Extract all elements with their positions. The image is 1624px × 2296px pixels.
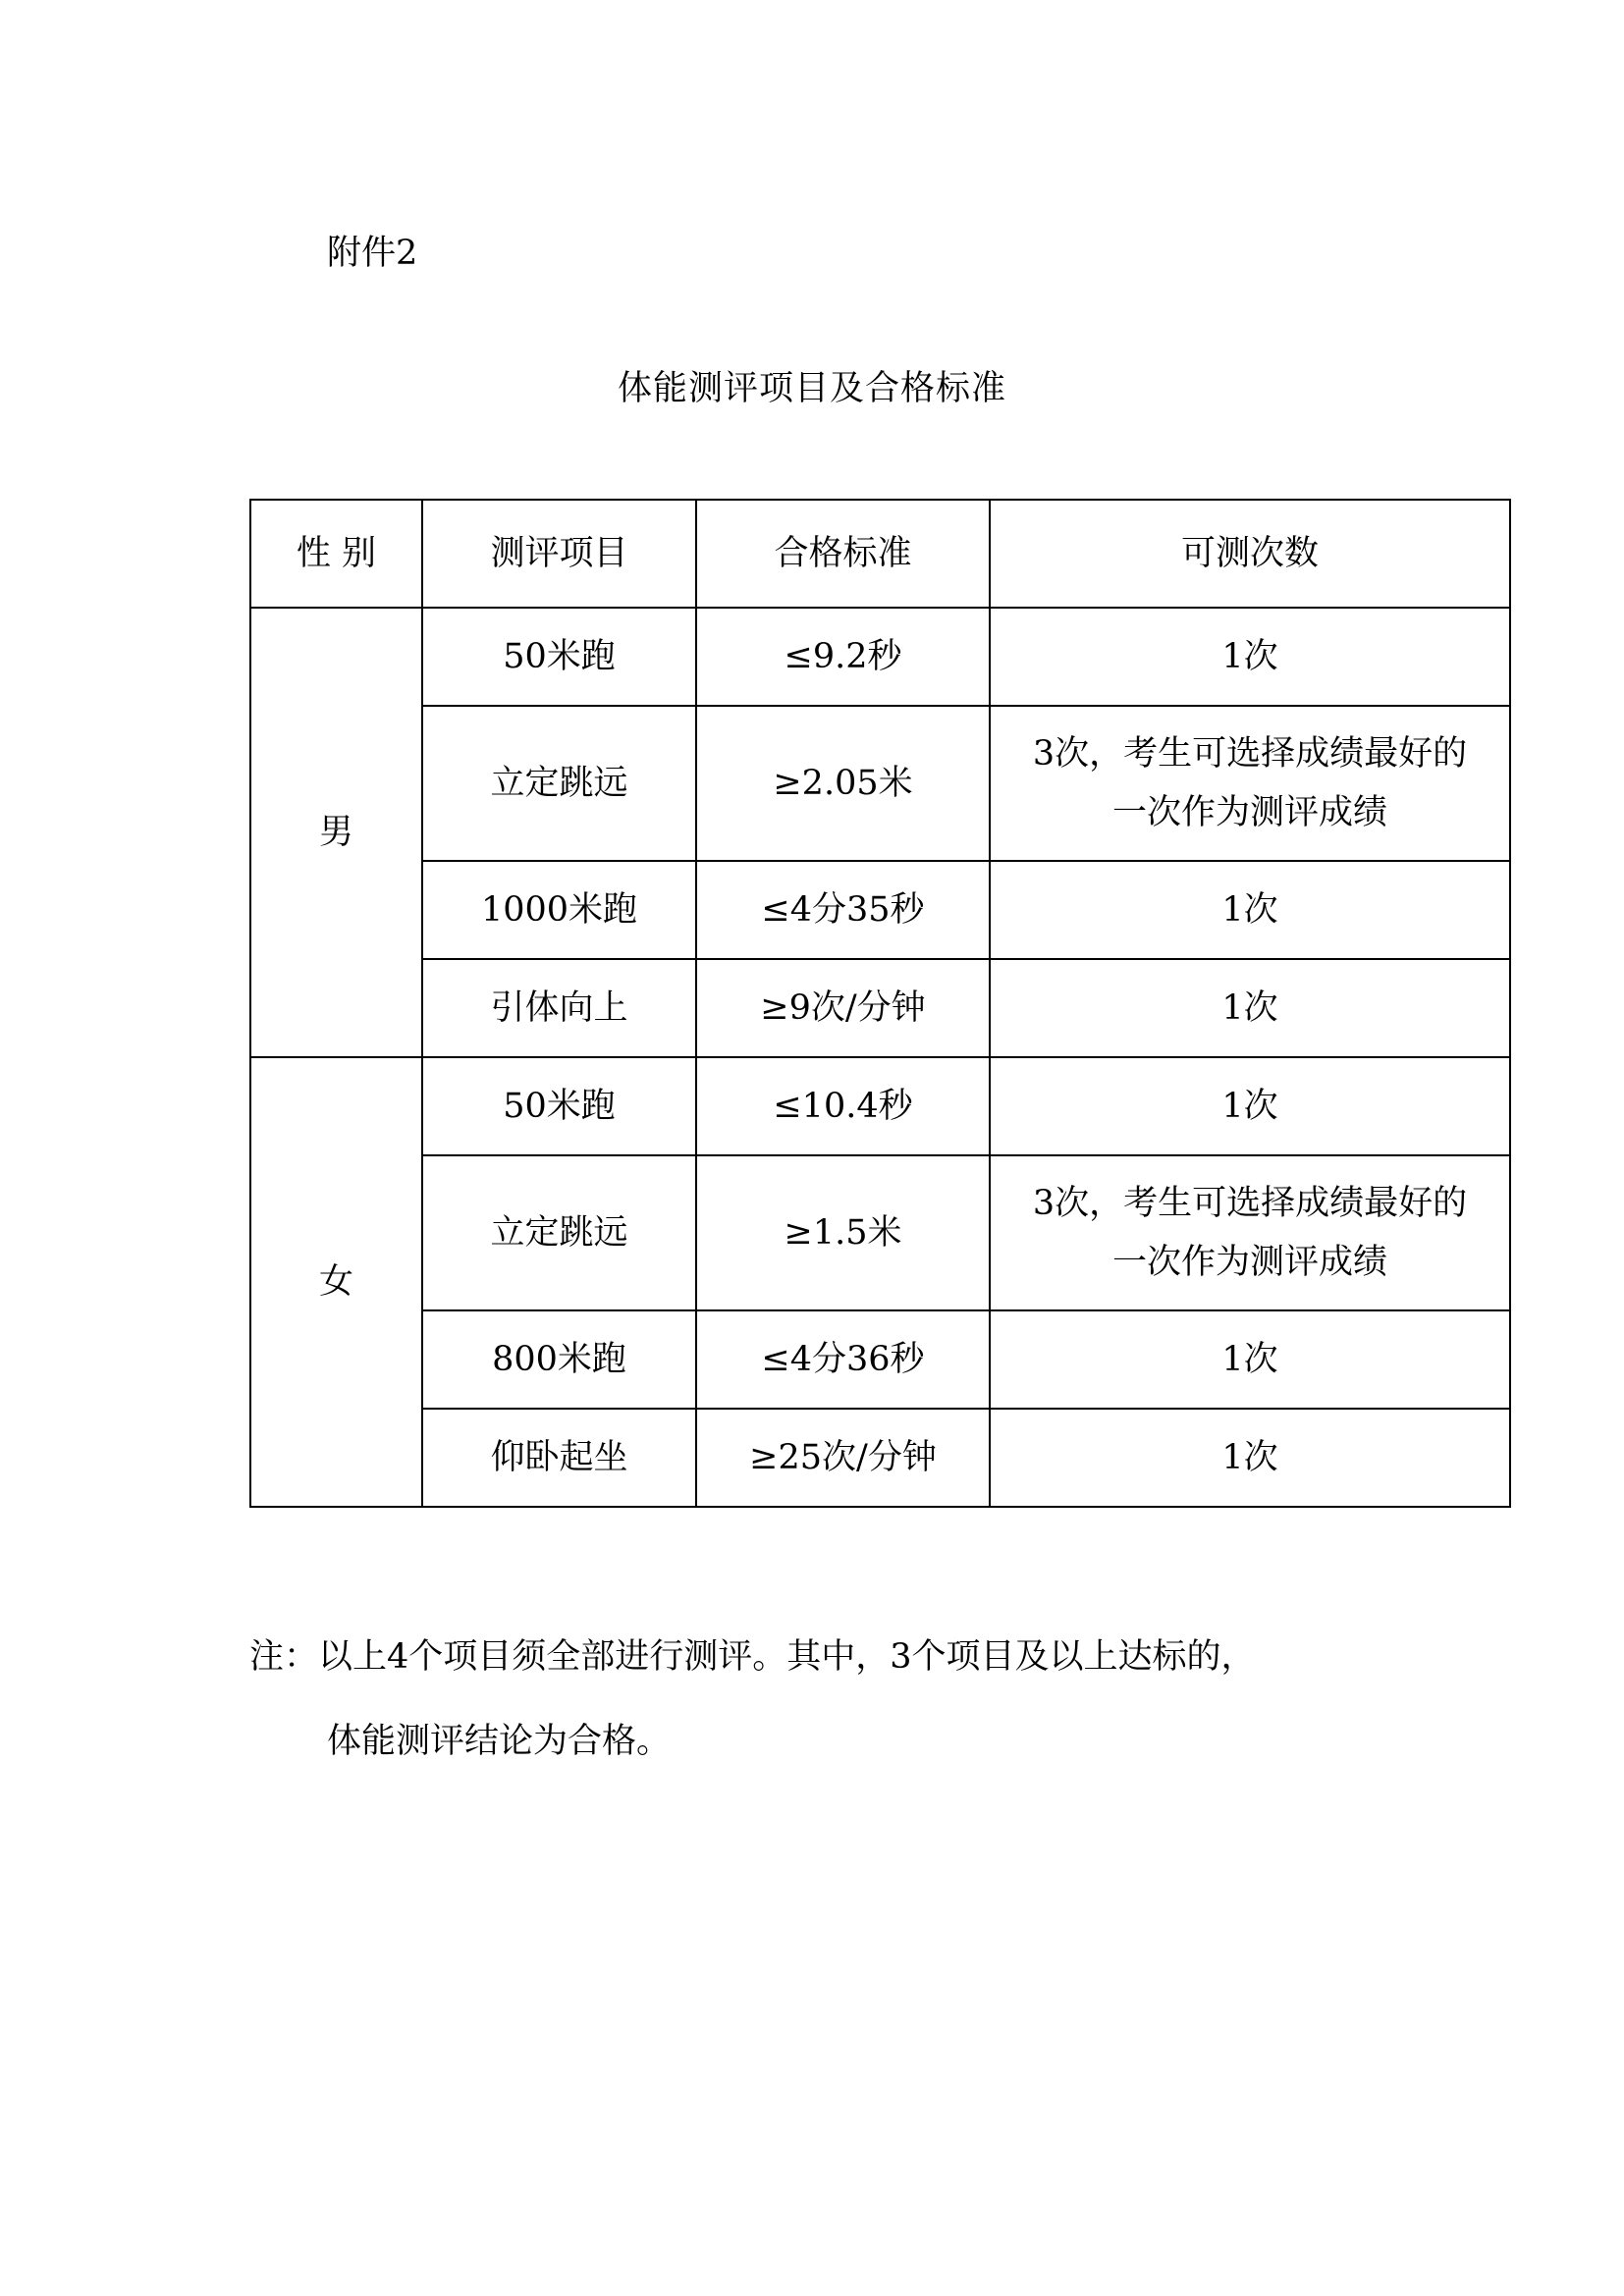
standard-cell: ≥9次/分钟 [696,959,990,1057]
table-row [250,959,1510,1057]
item-cell: 1000米跑 [422,861,696,959]
item-cell: 立定跳远 [422,706,696,861]
header-standard: 合格标准 [696,500,990,608]
table-row [250,1310,1510,1409]
standard-cell: ≥25次/分钟 [696,1409,990,1507]
item-cell: 800米跑 [422,1310,696,1409]
header-item: 测评项目 [422,500,696,608]
document-title: 体能测评项目及合格标准 [617,369,1006,408]
attempts-cell: 1次 [990,1057,1510,1155]
item-cell: 50米跑 [422,608,696,706]
table-row [250,1409,1510,1507]
note-line-2: 体能测评结论为合格。 [327,1722,672,1761]
attempts-cell: 1次 [990,1409,1510,1507]
item-cell: 50米跑 [422,1057,696,1155]
fitness-standards-table [249,499,1511,1508]
header-attempts: 可测次数 [990,500,1510,608]
table-row [250,861,1510,959]
attempts-cell: 1次 [990,608,1510,706]
attempts-cell: 1次 [990,1310,1510,1409]
item-cell: 仰卧起坐 [422,1409,696,1507]
item-cell: 立定跳远 [422,1155,696,1310]
gender-cell-male: 男 [250,608,422,1057]
note-line-1: 注：以上4个项目须全部进行测评。其中，3个项目及以上达标的， [249,1637,1256,1677]
item-cell: 引体向上 [422,959,696,1057]
standard-cell: ≤4分36秒 [696,1310,990,1409]
table-row [250,1155,1510,1310]
table-row [250,706,1510,861]
standard-cell: ≤10.4秒 [696,1057,990,1155]
standard-cell: ≤4分35秒 [696,861,990,959]
standard-cell: ≥2.05米 [696,706,990,861]
standard-cell: ≥1.5米 [696,1155,990,1310]
attempts-cell: 3次，考生可选择成绩最好的一次作为测评成绩 [990,1155,1510,1310]
table-row [250,1057,1510,1155]
attachment-label: 附件2 [327,234,418,273]
table-header-row [250,500,1510,608]
attempts-cell: 3次，考生可选择成绩最好的一次作为测评成绩 [990,706,1510,861]
gender-cell-female: 女 [250,1057,422,1507]
attempts-cell: 1次 [990,861,1510,959]
table-row [250,608,1510,706]
header-gender: 性 别 [250,500,422,608]
attempts-cell: 1次 [990,959,1510,1057]
standard-cell: ≤9.2秒 [696,608,990,706]
